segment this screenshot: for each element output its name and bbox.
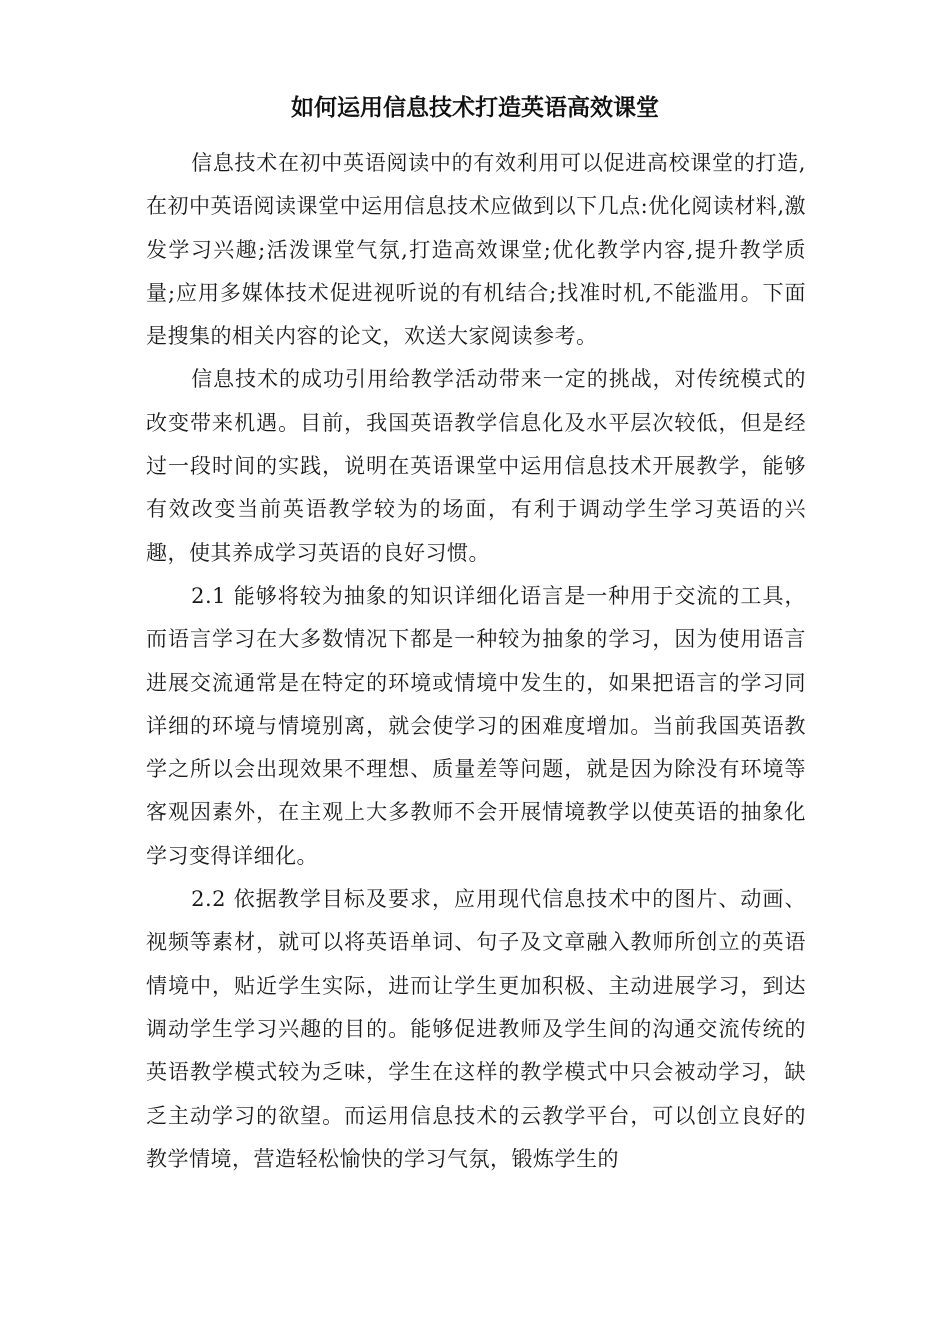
document-title: 如何运用信息技术打造英语高效课堂 [291,94,659,121]
paragraph-section-2-1: 2.1 能够将较为抽象的知识详细化语言是一种用于交流的工具，而语言学习在大多数情况下都是一种较为抽象的学习，因为使用语言进展交流通常是在特定的环境或情境中发生的，如果把语言的学习同详细的环境与情境别离，就会使学习的困难度增加。当前我国英语教学之所以会出现效果不理想、质量差等问题，就是因为除没有环境等客观因素外，在主观上大多教师不会开展情境教学以使英语的抽象化学习变得详细化。 [146,583,806,868]
paragraph-intro: 信息技术在初中英语阅读中的有效利用可以促进高校课堂的打造,在初中英语阅读课堂中运用信息技术应做到以下几点:优化阅读材料,激发学习兴趣;活泼课堂气氛,打造高效课堂;优化教学内容,提升教学质量;应用多媒体技术促进视听说的有机结合;找准时机,不能滥用。下面是搜集的相关内容的论文，欢送大家阅读参考。 [146,151,806,349]
paragraph-section-2-2: 2.2 依据教学目标及要求，应用现代信息技术中的图片、动画、视频等素材，就可以将英语单词、句子及文章融入教师所创立的英语情境中，贴近学生实际，进而让学生更加积极、主动进展学习，到达调动学生学习兴趣的目的。能够促进教师及学生间的沟通交流传统的英语教学模式较为乏味，学生在这样的教学模式中只会被动学习，缺乏主动学习的欲望。而运用信息技术的云教学平台，可以创立良好的教学情境，营造轻松愉快的学习气氛，锻炼学生的 [146,887,806,1171]
paragraph-challenge: 信息技术的成功引用给教学活动带来一定的挑战，对传统模式的改变带来机遇。目前，我国英语教学信息化及水平层次较低，但是经过一段时间的实践，说明在英语课堂中运用信息技术开展教学，能够有效改变当前英语教学较为的场面，有利于调动学生学习英语的兴趣，使其养成学习英语的良好习惯。 [146,367,806,565]
document-body [146,142,806,1181]
